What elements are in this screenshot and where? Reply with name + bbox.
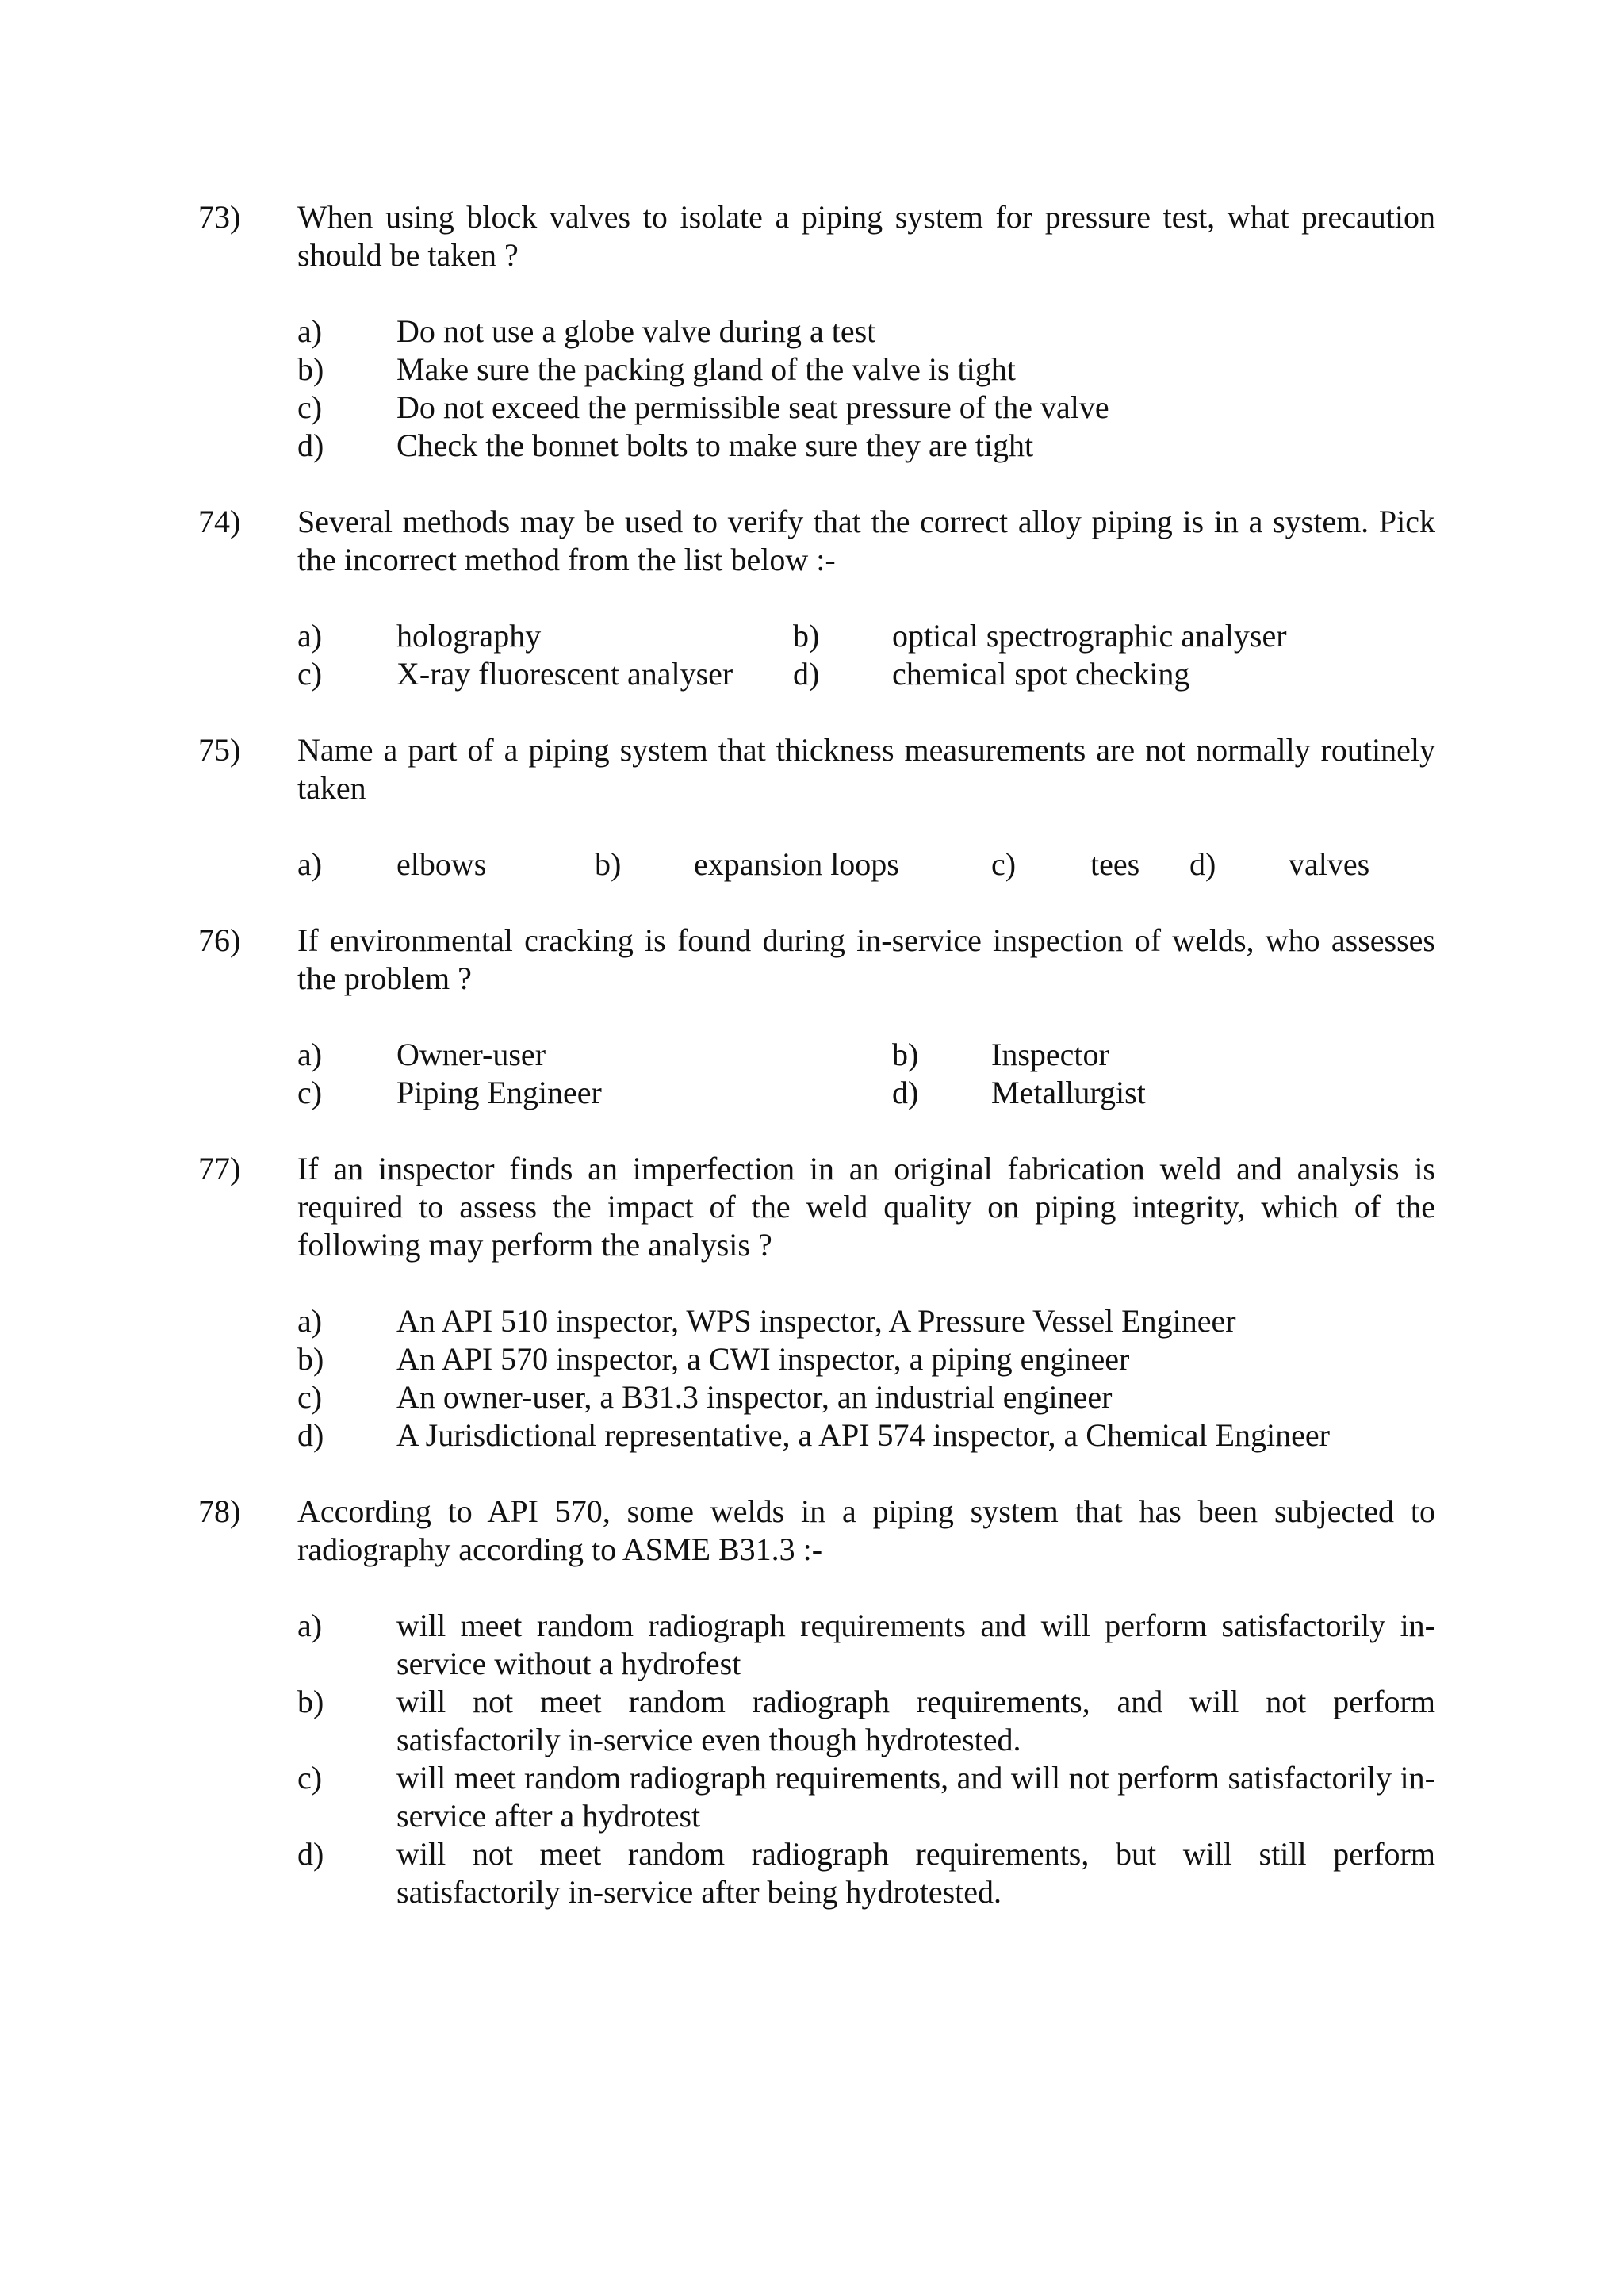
option-label: a) [297,846,323,882]
option-grid [297,617,1435,693]
option-label: a) [297,1608,323,1643]
question-text: If an inspector finds an imperfection in an original fabrication weld and analysis is required to assess the impact of the weld quality on piping integrity, which of the following may perform the analysis ? [297,1151,1435,1263]
option-label: c) [991,846,1017,882]
option-text: An API 570 inspector, a CWI inspector, a piping engineer [396,1341,1130,1377]
option-row [297,1074,1435,1112]
option-a [297,1607,1435,1683]
option-text: An owner-user, a B31.3 inspector, an industrial engineer [396,1379,1113,1415]
option-text: Metallurgist [991,1075,1146,1110]
option-text: optical spectrographic analyser [892,618,1287,654]
option-list [297,1607,1435,1911]
question-number: 76) [198,922,241,958]
question-number: 77) [198,1151,241,1186]
option-label: c) [297,1760,323,1796]
option-row [297,655,1435,693]
option-d [297,1835,1435,1911]
option-label: d) [297,1836,324,1872]
option-grid [297,1036,1435,1112]
question-text: If environmental cracking is found during in-service inspection of welds, who assesses the problem ? [297,922,1435,996]
option-text: will meet random radiograph requirements, and will not perform satisfactorily in-service after a hydrotest [396,1760,1435,1834]
option-c [297,1378,1435,1416]
option-label: c) [297,389,323,425]
option-row [297,1036,1435,1074]
option-text: Do not exceed the permissible seat pressure of the valve [396,389,1109,425]
option-label: b) [297,1341,324,1377]
option-b [297,351,1435,389]
question-number: 73) [198,199,241,235]
option-text: tees [1090,846,1140,882]
option-text: Owner-user [396,1037,546,1072]
option-label: b) [297,1684,324,1719]
option-c [297,389,1435,427]
option-row [297,845,1435,884]
question-text: According to API 570, some welds in a piping system that has been subjected to radiography according to ASME B31.3 :- [297,1493,1435,1567]
question-text: When using block valves to isolate a piping system for pressure test, what precaution should be taken ? [297,199,1435,273]
option-label: d) [793,656,820,692]
option-text: will not meet random radiograph requirements, and will not perform satisfactorily in-service even though hydrotested. [396,1684,1435,1757]
option-text: will not meet random radiograph requirements, but will still perform satisfactorily in-service after being hydrotested. [396,1836,1435,1910]
option-label: c) [297,1379,323,1415]
option-text: expansion loops [694,846,899,882]
option-label: b) [297,351,324,387]
option-text: chemical spot checking [892,656,1190,692]
option-label: a) [297,618,323,654]
option-row [297,617,1435,655]
question-text: Name a part of a piping system that thickness measurements are not normally routinely taken [297,732,1435,806]
option-text: X-ray fluorescent analyser [396,656,733,692]
option-label: c) [297,1075,323,1110]
option-label: b) [595,846,622,882]
option-label: b) [793,618,820,654]
question-number: 74) [198,504,241,539]
option-text: Do not use a globe valve during a test [396,313,876,349]
option-a [297,312,1435,351]
option-text: Inspector [991,1037,1109,1072]
option-grid [297,845,1435,884]
option-text: A Jurisdictional representative, a API 574 inspector, a Chemical Engineer [396,1417,1330,1453]
question-number: 75) [198,732,241,768]
option-text: Check the bonnet bolts to make sure they are tight [396,427,1034,463]
option-text: An API 510 inspector, WPS inspector, A Pressure Vessel Engineer [396,1303,1236,1339]
option-label: d) [297,1417,324,1453]
option-text: Make sure the packing gland of the valve is tight [396,351,1016,387]
option-a [297,1302,1435,1340]
option-label: b) [892,1037,919,1072]
option-label: a) [297,313,323,349]
option-label: c) [297,656,323,692]
option-list [297,1302,1435,1455]
option-text: Piping Engineer [396,1075,602,1110]
option-label: d) [1189,846,1216,882]
option-d [297,427,1435,465]
question-number: 78) [198,1493,241,1529]
option-b [297,1340,1435,1378]
option-label: d) [297,427,324,463]
option-d [297,1416,1435,1455]
option-text: holography [396,618,542,654]
option-label: a) [297,1037,323,1072]
question-text: Several methods may be used to verify that the correct alloy piping is in a system. Pick the incorrect method from the list below :- [297,504,1435,577]
option-text: will meet random radiograph requirements and will perform satisfactorily in-service without a hydrofest [396,1608,1435,1681]
option-c [297,1759,1435,1835]
option-list [297,312,1435,465]
option-text: elbows [396,846,487,882]
option-text: valves [1289,846,1370,882]
option-label: d) [892,1075,919,1110]
option-b [297,1683,1435,1759]
option-label: a) [297,1303,323,1339]
